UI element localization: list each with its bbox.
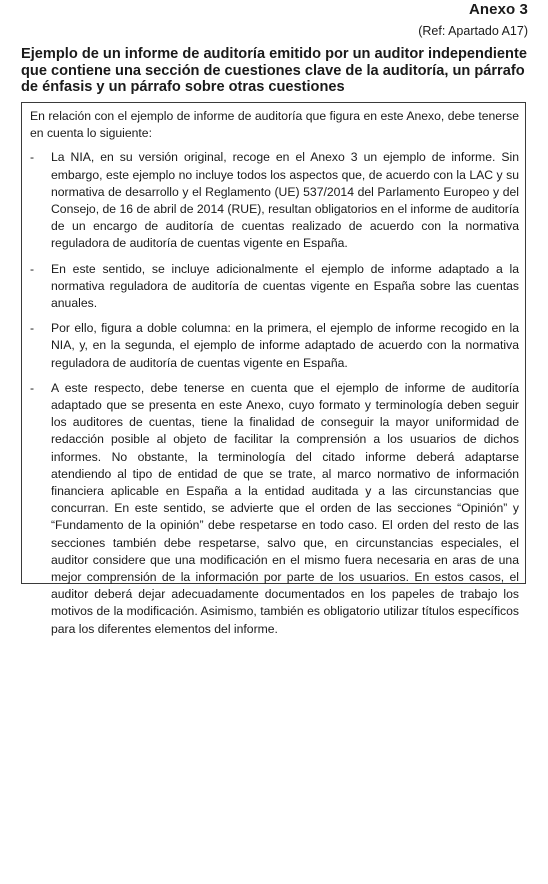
- list-item: [30, 320, 519, 372]
- notes-box: [21, 102, 526, 636]
- list-item-text: A este respecto, debe tenerse en cuenta que el ejemplo de informe de auditoría adaptado que se presenta en este Anexo, cuyo formato y terminología deben seguir los auditores de cuentas, tiene la finalidad de conseguir la mayor uniformidad de redacción posible al objeto de facilitar la comprensión a los usuarios de dichos informes. No obstante, la terminología del citado informe deberá adaptarse atendiendo al tipo de entidad de que se trate, al marco normativo de información financiera aplicable en España a la entidad auditada y a las circunstancias que concurran. En este sentido, se advierte que el orden de las secciones “Opinión” y “Fundamento de la opinión” debe respetarse en todo caso. El orden del resto de las secciones también debe respetarse, salvo que, en circunstancias especiales, el auditor considere que una modificación en el mismo fuera necesaria en aras de una mejor comprensión de la información por parte de los usuarios. En estos casos, el auditor deberá dejar adecuadamente documentados en los papeles de trabajo los motivos de la modificación. Asimismo, también es obligatorio utilizar títulos específicos para los diferentes elementos del informe.: [51, 380, 519, 636]
- bullet-dash: -: [30, 261, 35, 276]
- list-item-text: En este sentido, se incluye adicionalmente el ejemplo de informe adaptado a la normativa reguladora de auditoría de cuentas vigente en España sobre las cuentas anuales.: [51, 261, 519, 311]
- bullet-dash: -: [30, 150, 35, 165]
- bullet-dash: -: [30, 380, 35, 395]
- document-heading: Ejemplo de un informe de auditoría emitido por un auditor independiente que contiene una sección de cuestiones clave de la auditoría, un párrafo de énfasis y un párrafo sobre otras cuestiones: [21, 46, 527, 95]
- annex-title: Anexo 3: [468, 1, 528, 18]
- list-item: [30, 149, 519, 252]
- list-item: [30, 261, 519, 313]
- bullet-dash: -: [30, 321, 35, 336]
- list-item-text: Por ello, figura a doble columna: en la primera, el ejemplo de informe recogido en la NIA, y, en la segunda, el ejemplo de informe adaptado de acuerdo con la normativa reguladora de auditoría de cuentas vigente en España.: [51, 321, 519, 370]
- list-item: [30, 380, 519, 638]
- list-item-text: La NIA, en su versión original, recoge en el Anexo 3 un ejemplo de informe. Sin embargo, este ejemplo no incluye todos los aspectos que, de acuerdo con la LAC y su normativa de desarrollo y el Reglamento (UE) 537/2014 del Parlamento Europeo y del Consejo, de 16 de abril de 2014 (RUE), resultan obligatorios en el informe de auditoría de un encargo de auditoría de cuentas realizado de acuerdo con la normativa reguladora de auditoría de cuentas vigente en España.: [51, 150, 519, 251]
- notes-intro: En relación con el ejemplo de informe de auditoría que figura en este Anexo, debe tenerse en cuenta lo siguiente:: [30, 109, 519, 141]
- annex-reference: (Ref: Apartado A17): [418, 24, 528, 38]
- notes-list: [30, 149, 519, 637]
